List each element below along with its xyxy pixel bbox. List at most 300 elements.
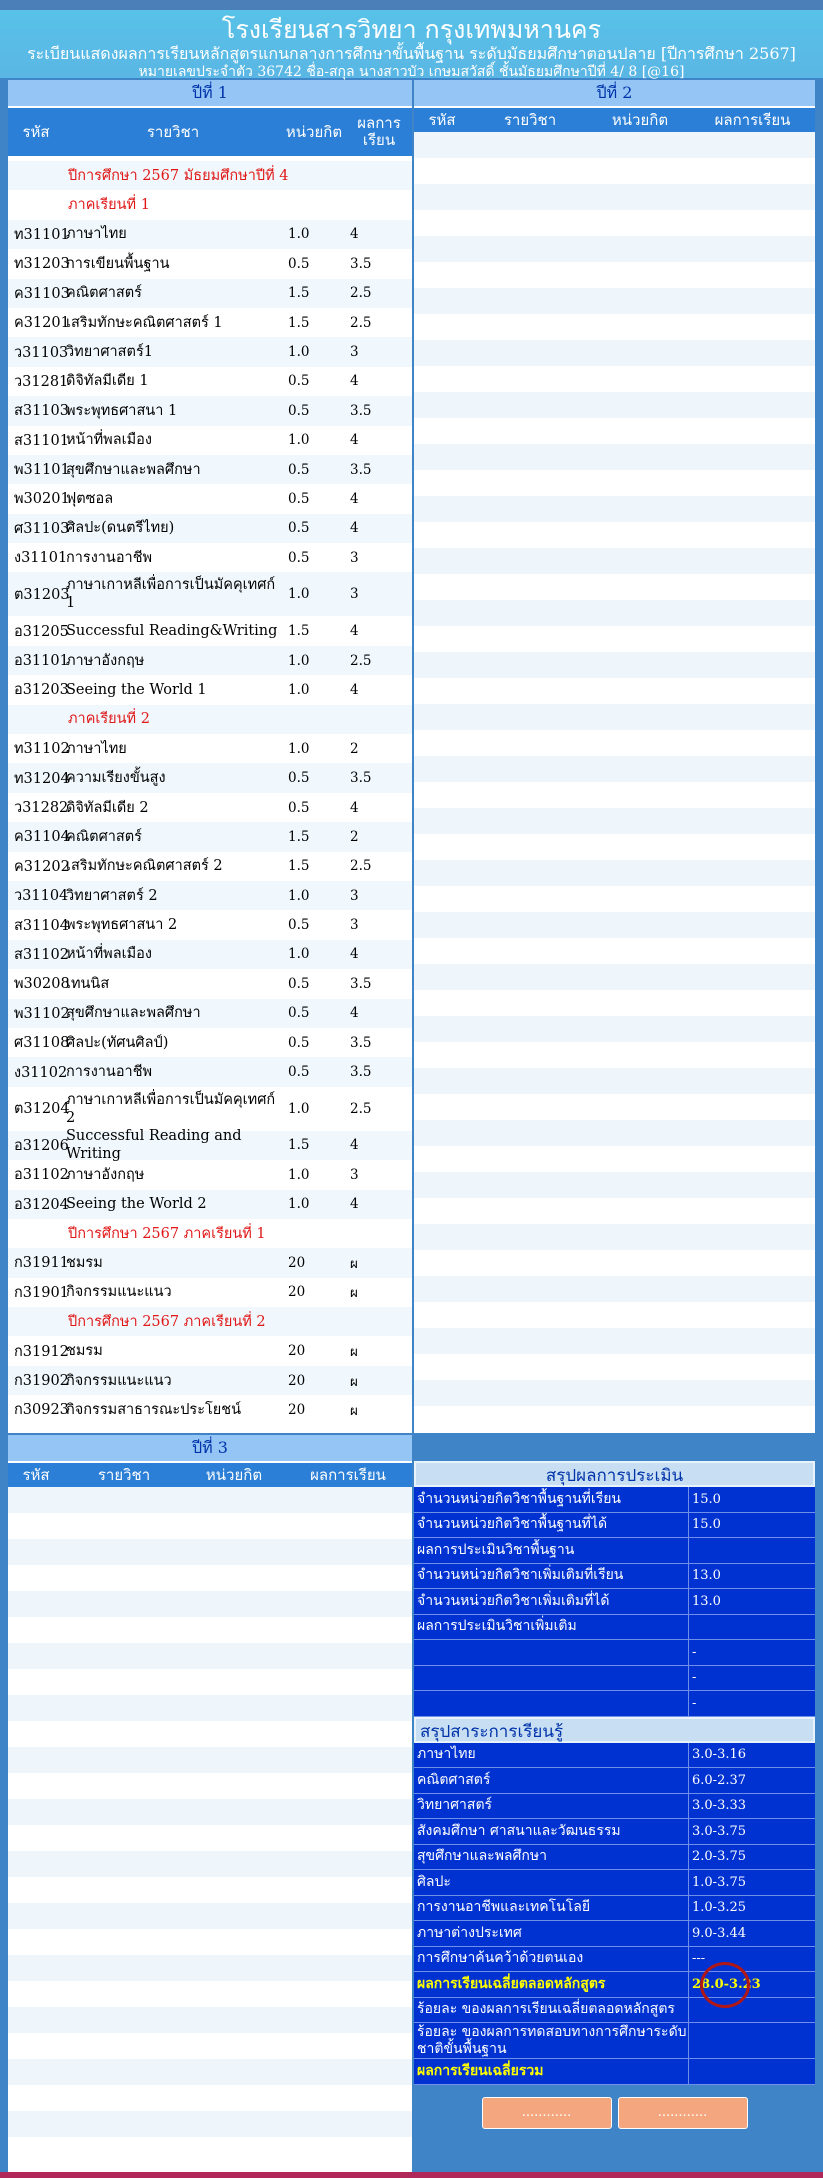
learning-area-row-value: 1.0-3.25: [692, 1900, 747, 1916]
empty-row: [8, 1981, 412, 2007]
course-grade: ผ: [350, 1344, 358, 1361]
empty-row: [414, 522, 815, 548]
empty-row: [414, 1042, 815, 1068]
record-title: ระเบียนแสดงผลการเรียนหลักสูตรแกนกลางการศึกษาขั้นพื้นฐาน ระดับมัธยมศึกษาตอนปลาย [ปีการศึกษา 2567]: [27, 44, 796, 63]
empty-row: [414, 184, 815, 210]
course-credit: 0.5: [288, 461, 310, 478]
summary-row: [414, 1589, 815, 1615]
course-row: [8, 1160, 412, 1189]
course-code: ก31911: [14, 1255, 69, 1272]
course-credit: 1.5: [288, 858, 310, 875]
course-code: ว31103: [14, 344, 69, 361]
empty-row: [414, 1068, 815, 1094]
empty-row: [414, 1016, 815, 1042]
summary-row-label: จำนวนหน่วยกิตวิชาเพิ่มเติมที่ได้: [414, 1589, 689, 1614]
summary-row-label: จำนวนหน่วยกิตวิชาพื้นฐานที่ได้: [414, 1513, 689, 1538]
empty-row: [8, 1643, 412, 1669]
top-bar: [0, 0, 823, 10]
course-grade: 3: [350, 887, 359, 904]
course-name: ภาษาอังกฤษ: [66, 1166, 145, 1183]
course-name: เทนนิส: [66, 975, 110, 992]
summary-row: [414, 1513, 815, 1539]
course-code: ก30923: [14, 1402, 69, 1419]
course-name: สุขศึกษาและพลศึกษา: [66, 461, 201, 478]
year2-rows: [414, 132, 815, 1406]
empty-row: [414, 860, 815, 886]
action-button-1[interactable]: ............: [482, 2097, 612, 2129]
course-credit: 20: [288, 1372, 306, 1389]
year3-table-header: [8, 1461, 412, 1487]
percent-row-value: [689, 2023, 815, 2058]
course-row: [8, 543, 412, 572]
course-credit: 0.5: [288, 520, 310, 537]
course-code: ค31201: [14, 315, 70, 332]
course-credit: 1.0: [288, 887, 310, 904]
empty-row: [8, 2059, 412, 2085]
empty-row: [414, 704, 815, 730]
course-code: ท31203: [14, 256, 70, 273]
empty-row: [8, 1747, 412, 1773]
empty-row: [414, 1354, 815, 1380]
empty-row: [414, 990, 815, 1016]
summary-row-value: -: [692, 1670, 697, 1686]
course-credit: 0.5: [288, 1005, 310, 1022]
learning-area-row-label: ศิลปะ: [414, 1870, 689, 1895]
col-credit-header: หน่วยกิต: [285, 122, 343, 141]
course-name: พระพุทธศาสนา 2: [66, 917, 178, 934]
course-row: [8, 852, 412, 881]
course-credit: 1.5: [288, 1137, 310, 1154]
section-heading: [8, 1219, 412, 1248]
course-row: [8, 396, 412, 425]
empty-row: [8, 2033, 412, 2059]
course-code: ส31103: [14, 403, 69, 420]
learning-area-row-label: การงานอาชีพและเทคโนโลยี: [414, 1896, 689, 1921]
percent-row: [414, 1998, 815, 2024]
course-code: ค31104: [14, 829, 70, 846]
empty-row: [414, 1302, 815, 1328]
col-subject-header: รายวิชา: [97, 1465, 151, 1484]
learning-area-row-value: 6.0-2.37: [692, 1772, 747, 1788]
course-grade: 4: [350, 946, 359, 963]
course-code: ส31102: [14, 946, 69, 963]
course-grade: 4: [350, 681, 359, 698]
summary-row: [414, 1615, 815, 1641]
empty-row: [8, 2085, 412, 2111]
empty-row: [414, 262, 815, 288]
course-code: พ31102: [14, 1005, 70, 1022]
col-grade-header: ผลการเรียน: [357, 114, 401, 149]
course-code: ง31101: [14, 550, 68, 567]
summary-row-value: -: [692, 1695, 697, 1711]
year3-panel: [8, 1435, 412, 2178]
course-row: [8, 514, 412, 543]
course-name: กิจกรรมแนะแนว: [66, 1284, 172, 1301]
summary-row-value: 15.0: [692, 1491, 721, 1507]
empty-row: [8, 1773, 412, 1799]
course-code: พ30208: [14, 976, 70, 993]
empty-row: [414, 444, 815, 470]
course-row: [8, 763, 412, 792]
course-name: วิทยาศาสตร์1: [66, 344, 153, 361]
year1-rows: [8, 161, 412, 1425]
course-row: [8, 940, 412, 969]
learning-area-row: [414, 1845, 815, 1871]
course-name: Seeing the World 2: [66, 1196, 207, 1213]
empty-row: [414, 1276, 815, 1302]
course-row: [8, 1395, 412, 1424]
course-name: ศิลปะ(ทัศนศิลป์): [66, 1034, 169, 1051]
course-name: การเขียนพื้นฐาน: [66, 255, 170, 272]
course-code: ศ31108: [14, 1035, 70, 1052]
course-grade: 3.5: [350, 975, 372, 992]
empty-row: [414, 756, 815, 782]
course-credit: 1.0: [288, 344, 310, 361]
empty-row: [414, 132, 815, 158]
course-row: [8, 279, 412, 308]
col-subject-header: รายวิชา: [503, 110, 557, 129]
course-credit: 0.5: [288, 255, 310, 272]
gpa-total-row: [414, 2059, 815, 2085]
summary-row-label: [414, 1666, 689, 1691]
empty-row: [8, 1721, 412, 1747]
course-credit: 1.5: [288, 314, 310, 331]
empty-row: [414, 626, 815, 652]
empty-row: [414, 158, 815, 184]
course-code: อ31206: [14, 1137, 69, 1154]
empty-row: [414, 730, 815, 756]
empty-row: [414, 834, 815, 860]
course-grade: 4: [350, 373, 359, 390]
empty-row: [8, 1487, 412, 1513]
summary-row-value: 13.0: [692, 1568, 721, 1584]
course-grade: 2: [350, 828, 359, 845]
gpa-total-row-value: [689, 2059, 815, 2084]
course-code: ต31204: [14, 1101, 70, 1118]
school-name: โรงเรียนสารวิทยา กรุงเทพมหานคร: [221, 15, 602, 44]
action-button-2[interactable]: ............: [618, 2097, 748, 2129]
course-credit: 0.5: [288, 799, 310, 816]
course-credit: 1.5: [288, 285, 310, 302]
course-row: [8, 1057, 412, 1086]
empty-row: [414, 912, 815, 938]
course-code: อ31204: [14, 1196, 69, 1213]
course-grade: 3: [350, 344, 359, 361]
learning-area-row: [414, 1768, 815, 1794]
course-code: ก31902: [14, 1373, 69, 1390]
course-row: [8, 1366, 412, 1395]
course-credit: 1.0: [288, 681, 310, 698]
course-name: ฟุตซอล: [66, 490, 114, 507]
course-row: [8, 969, 412, 998]
course-name: กิจกรรมสาธารณะประโยชน์: [66, 1401, 242, 1418]
course-row: [8, 1336, 412, 1365]
summary-row-label: จำนวนหน่วยกิตวิชาพื้นฐานที่เรียน: [414, 1487, 689, 1512]
empty-row: [414, 678, 815, 704]
empty-row: [8, 1669, 412, 1695]
summary-row-label: ผลการประเมินวิชาพื้นฐาน: [414, 1538, 689, 1563]
course-credit: 20: [288, 1254, 306, 1271]
empty-row: [414, 938, 815, 964]
summary-row-value: 13.0: [692, 1593, 721, 1609]
empty-row: [414, 210, 815, 236]
learning-area-row-label: ภาษาไทย: [414, 1743, 689, 1768]
course-row: [8, 999, 412, 1028]
course-grade: 2.5: [350, 652, 372, 669]
section-heading-text: ปีการศึกษา 2567 มัธยมศึกษาปีที่ 4: [68, 167, 289, 184]
action-buttons: [414, 2097, 815, 2129]
course-credit: 0.5: [288, 770, 310, 787]
empty-row: [414, 1120, 815, 1146]
course-name: หน้าที่พลเมือง: [66, 432, 152, 449]
course-credit: 1.5: [288, 623, 310, 640]
learning-area-row: [414, 1819, 815, 1845]
page-header: [0, 10, 823, 78]
course-name: Seeing the World 1: [66, 681, 207, 698]
percent-row-label: ร้อยละ ของผลการทดสอบทางการศึกษาระดับชาติขั้นพื้นฐาน: [414, 2023, 689, 2058]
year1-label: ปีที่ 1: [8, 80, 412, 106]
course-row: [8, 1128, 412, 1163]
gpa-overall-row: [414, 1972, 815, 1998]
summary-row-label: ผลการประเมินวิชาเพิ่มเติม: [414, 1615, 689, 1640]
course-grade: ผ: [350, 1373, 358, 1390]
empty-row: [414, 392, 815, 418]
course-name: ภาษาไทย: [66, 740, 127, 757]
course-name: พระพุทธศาสนา 1: [66, 402, 178, 419]
summary-row-value: 15.0: [692, 1517, 721, 1533]
col-code-header: รหัส: [22, 1465, 50, 1484]
highlight-circle: [700, 1962, 750, 2008]
learning-area-row: [414, 1794, 815, 1820]
empty-row: [8, 1617, 412, 1643]
course-grade: 3.5: [350, 461, 372, 478]
empty-row: [414, 496, 815, 522]
course-grade: 3: [350, 586, 359, 603]
course-code: ท31101: [14, 226, 70, 243]
col-grade-header: ผลการเรียน: [310, 1465, 386, 1484]
course-grade: 2: [350, 740, 359, 757]
learning-area-row-label: สังคมศึกษา ศาสนาและวัฒนธรรม: [414, 1819, 689, 1844]
course-grade: 3.5: [350, 402, 372, 419]
course-name: ความเรียงขั้นสูง: [66, 770, 166, 787]
course-row: [8, 426, 412, 455]
course-name: ภาษาไทย: [66, 226, 127, 243]
gpa-overall-row-label: ผลการเรียนเฉลี่ยตลอดหลักสูตร: [414, 1972, 689, 1997]
gpa-overall-row-value: 28.0-3.23: [692, 1976, 761, 1992]
year1-panel: [8, 80, 412, 1433]
course-credit: 1.0: [288, 1100, 310, 1117]
course-grade: 4: [350, 432, 359, 449]
course-row: [8, 572, 412, 616]
empty-row: [414, 1380, 815, 1406]
course-grade: 2.5: [350, 314, 372, 331]
empty-row: [414, 574, 815, 600]
course-grade: 4: [350, 226, 359, 243]
student-info: หมายเลขประจำตัว 36742 ชื่อ-สกุล นางสาวบัว เกษมสวัสดิ์ ชั้นมัธยมศึกษาปีที่ 4/ 8 [@16]: [138, 64, 685, 80]
empty-row: [8, 1929, 412, 1955]
year1-table-header: [8, 106, 412, 156]
course-code: ท31102: [14, 741, 70, 758]
course-row: [8, 367, 412, 396]
course-credit: 20: [288, 1401, 306, 1418]
learning-area-row-value: 9.0-3.44: [692, 1925, 747, 1941]
empty-row: [8, 1539, 412, 1565]
course-name: ภาษาอังกฤษ: [66, 652, 145, 669]
col-credit-header: หน่วยกิต: [205, 1465, 263, 1484]
course-grade: 4: [350, 799, 359, 816]
course-credit: 0.5: [288, 1034, 310, 1051]
course-code: ง31102: [14, 1064, 68, 1081]
course-name: ดิจิทัลมีเดีย 2: [66, 799, 149, 816]
course-grade: ผ: [350, 1255, 358, 1272]
course-grade: 4: [350, 623, 359, 640]
section-heading: [8, 1307, 412, 1336]
empty-row: [8, 1695, 412, 1721]
empty-row: [8, 1513, 412, 1539]
course-row: [8, 675, 412, 704]
course-credit: 1.0: [288, 432, 310, 449]
course-grade: 3.5: [350, 1034, 372, 1051]
summary-row: [414, 1640, 815, 1666]
course-name: Successful Reading&Writing: [66, 623, 278, 640]
course-row: [8, 337, 412, 366]
empty-row: [414, 1198, 815, 1224]
course-name: Successful Reading and Writing: [66, 1128, 242, 1163]
course-credit: 20: [288, 1284, 306, 1301]
empty-row: [414, 548, 815, 574]
course-row: [8, 249, 412, 278]
course-row: [8, 793, 412, 822]
summary-rows: [414, 1487, 815, 1717]
year2-label: ปีที่ 2: [414, 80, 815, 106]
course-credit: 1.0: [288, 1166, 310, 1183]
summary-row: [414, 1564, 815, 1590]
col-code-header: รหัส: [22, 122, 50, 141]
course-row: [8, 734, 412, 763]
course-code: อ31205: [14, 623, 69, 640]
summary-row: [414, 1691, 815, 1717]
summary-panel: [414, 1435, 815, 2178]
empty-row: [414, 366, 815, 392]
summary-box: [414, 1461, 815, 2129]
summary-row-label: [414, 1691, 689, 1716]
empty-row: [414, 1224, 815, 1250]
empty-row: [414, 1172, 815, 1198]
course-grade: ผ: [350, 1285, 358, 1302]
course-name: ดิจิทัลมีเดีย 1: [66, 373, 149, 390]
percent-row: [414, 2023, 815, 2059]
empty-row: [414, 886, 815, 912]
course-row: [8, 910, 412, 939]
course-code: ว31104: [14, 888, 69, 905]
course-row: [8, 881, 412, 910]
course-row: [8, 646, 412, 675]
course-name: หน้าที่พลเมือง: [66, 946, 152, 963]
learning-area-row-value: ---: [692, 1951, 706, 1967]
learning-areas-title: สรุปสาระการเรียนรู้: [414, 1717, 815, 1743]
course-code: ส31104: [14, 917, 69, 934]
empty-row: [414, 1250, 815, 1276]
empty-row: [8, 1591, 412, 1617]
section-heading: [8, 161, 412, 190]
section-heading-text: ปีการศึกษา 2567 ภาคเรียนที่ 1: [68, 1225, 266, 1242]
course-grade: 4: [350, 1005, 359, 1022]
empty-row: [8, 1825, 412, 1851]
year3-label: ปีที่ 3: [8, 1435, 412, 1461]
course-name: ภาษาเกาหลีเพื่อการเป็นมัคคุเทศก์ 1: [66, 577, 276, 612]
course-row: [8, 220, 412, 249]
learning-area-row-label: สุขศึกษาและพลศึกษา: [414, 1845, 689, 1870]
learning-area-row-value: 1.0-3.75: [692, 1874, 747, 1890]
learning-area-row: [414, 1921, 815, 1947]
course-credit: 0.5: [288, 975, 310, 992]
course-row: [8, 455, 412, 484]
course-code: ว31281: [14, 373, 69, 390]
course-code: พ31101: [14, 462, 70, 479]
empty-row: [414, 314, 815, 340]
course-code: ท31204: [14, 770, 70, 787]
course-credit: 1.0: [288, 1196, 310, 1213]
summary-row-label: [414, 1640, 689, 1665]
empty-row: [8, 1877, 412, 1903]
course-name: สุขศึกษาและพลศึกษา: [66, 1005, 201, 1022]
section-heading: [8, 190, 412, 219]
section-heading-text: ภาคเรียนที่ 2: [68, 711, 150, 728]
course-name: การงานอาชีพ: [66, 1064, 153, 1081]
empty-row: [414, 964, 815, 990]
learning-area-row-value: 2.0-3.75: [692, 1849, 747, 1865]
empty-row: [414, 470, 815, 496]
course-credit: 0.5: [288, 402, 310, 419]
course-grade: 3: [350, 549, 359, 566]
learning-area-rows: [414, 1743, 815, 1973]
learning-area-row-label: ภาษาต่างประเทศ: [414, 1921, 689, 1946]
course-grade: 3: [350, 1166, 359, 1183]
empty-row: [8, 2137, 412, 2163]
empty-row: [414, 236, 815, 262]
course-code: ก31912: [14, 1343, 69, 1360]
learning-area-row-value: 3.0-3.33: [692, 1798, 747, 1814]
summary-row-value: [689, 1615, 815, 1640]
learning-area-row: [414, 1743, 815, 1769]
course-name: ศิลปะ(ดนตรีไทย): [66, 520, 175, 537]
learning-area-row-label: คณิตศาสตร์: [414, 1768, 689, 1793]
course-name: คณิตศาสตร์: [66, 828, 142, 845]
course-row: [8, 1028, 412, 1057]
course-row: [8, 822, 412, 851]
course-name: เสริมทักษะคณิตศาสตร์ 1: [66, 314, 223, 331]
course-name: กิจกรรมแนะแนว: [66, 1372, 172, 1389]
learning-area-row-value: 3.0-3.16: [692, 1747, 747, 1763]
course-credit: 0.5: [288, 1064, 310, 1081]
col-subject-header: รายวิชา: [146, 122, 200, 141]
section-heading-text: ปีการศึกษา 2567 ภาคเรียนที่ 2: [68, 1313, 266, 1330]
col-code-header: รหัส: [428, 110, 456, 129]
empty-row: [414, 1328, 815, 1354]
empty-row: [8, 1955, 412, 1981]
course-credit: 1.0: [288, 946, 310, 963]
course-credit: 0.5: [288, 549, 310, 566]
course-code: อ31102: [14, 1167, 69, 1184]
course-grade: 3.5: [350, 1064, 372, 1081]
course-row: [8, 616, 412, 645]
course-grade: 2.5: [350, 1100, 372, 1117]
course-code: ค31103: [14, 285, 70, 302]
year3-rows: [8, 1487, 412, 2163]
empty-row: [414, 1094, 815, 1120]
course-code: ค31202: [14, 858, 70, 875]
course-code: พ30201: [14, 491, 70, 508]
